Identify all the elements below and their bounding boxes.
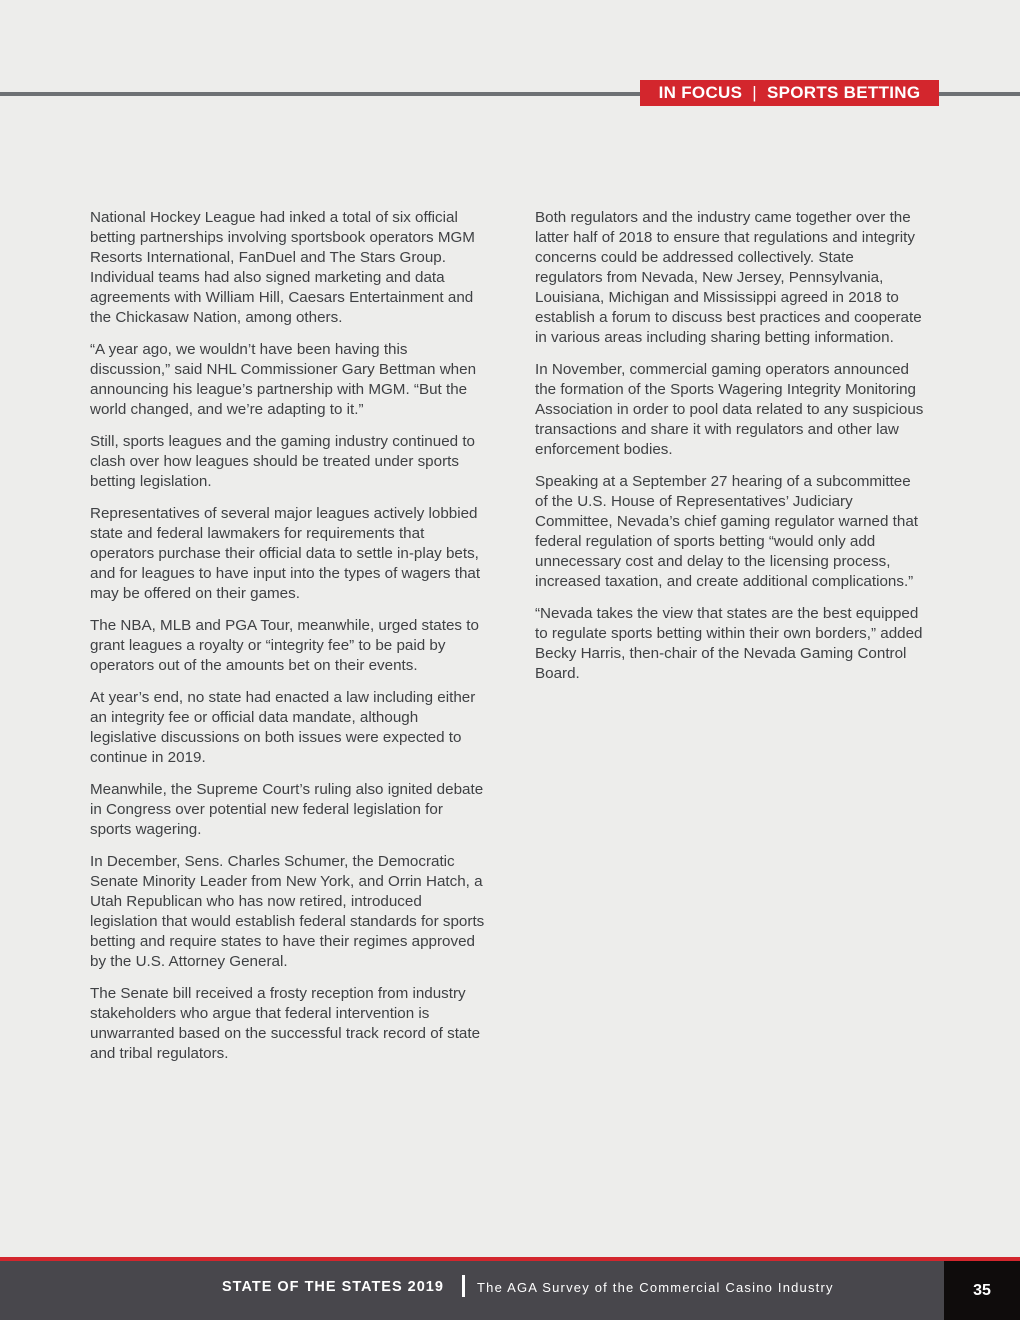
body-paragraph: In December, Sens. Charles Schumer, the Democratic Senate Minority Leader from New York, and Orrin Hatch, a Utah Republican who has now retired, introduced legislation that would establish federal standards for sports betting and require states to have their regimes approved by the U.S. Attorney General. (90, 853, 485, 970)
body-paragraph: “A year ago, we wouldn’t have been having this discussion,” said NHL Commissioner Gary Bettman when announcing his league’s partnership with MGM. “But the world changed, and we’re adapting to it.” (90, 341, 477, 418)
section-topic: SPORTS BETTING (766, 83, 921, 102)
body-paragraph: Both regulators and the industry came together over the latter half of 2018 to ensure that regulations and integrity concerns could be addressed collectively. State regulators from Nevada, New Jersey, Pennsylvania, Louisiana, Michigan and Mississippi agreed in 2018 to establish a forum to discuss best practices and cooperate in various areas including sharing betting information. (535, 209, 922, 346)
right-column (535, 208, 925, 696)
body-paragraph: The NBA, MLB and PGA Tour, meanwhile, urged states to grant leagues a royalty or “integrity fee” to be paid by operators out of the amounts bet on their events. (90, 617, 479, 674)
section-label: IN FOCUS (658, 83, 743, 102)
footer-title: STATE OF THE STATES 2019 (222, 1279, 444, 1295)
left-column (90, 208, 486, 1076)
page-footer (0, 1261, 1020, 1320)
section-separator: | (752, 83, 757, 102)
body-paragraph: “Nevada takes the view that states are the best equipped to regulate sports betting within their own borders,” added Becky Harris, then-chair of the Nevada Gaming Control Board. (535, 605, 923, 682)
body-paragraph: Speaking at a September 27 hearing of a subcommittee of the U.S. House of Representatives’ Judiciary Committee, Nevada’s chief gaming regulator warned that federal regulation of sports betting “would only add unnecessary cost and delay to the licensing process, increased taxation, and create additional complications.” (535, 473, 918, 590)
footer-divider (462, 1275, 465, 1297)
body-paragraph: At year’s end, no state had enacted a law including either an integrity fee or official data mandate, although legislative discussions on both issues were expected to continue in 2019. (90, 689, 476, 766)
body-paragraph: Representatives of several major leagues actively lobbied state and federal lawmakers for requirements that operators purchase their official data to settle in-play bets, and for leagues to have input into the types of wagers that may be offered on their games. (90, 505, 481, 602)
body-paragraph: In November, commercial gaming operators announced the formation of the Sports Wagering Integrity Monitoring Association in order to pool data related to any suspicious transactions and share it with regulators and other law enforcement bodies. (535, 361, 924, 458)
footer-subtitle: The AGA Survey of the Commercial Casino Industry (477, 1280, 834, 1295)
section-tag (640, 80, 939, 106)
body-paragraph: Still, sports leagues and the gaming industry continued to clash over how leagues should be treated under sports betting legislation. (90, 433, 475, 490)
page-number: 35 (944, 1261, 1020, 1320)
body-paragraph: The Senate bill received a frosty reception from industry stakeholders who argue that federal intervention is unwarranted based on the successful track record of state and tribal regulators. (90, 985, 481, 1062)
body-paragraph: Meanwhile, the Supreme Court’s ruling also ignited debate in Congress over potential new federal legislation for sports wagering. (90, 781, 484, 838)
body-paragraph: National Hockey League had inked a total of six official betting partnerships involving sportsbook operators MGM Resorts International, FanDuel and The Stars Group. Individual teams had also signed marketing and data agreements with William Hill, Caesars Entertainment and the Chickasaw Nation, among others. (90, 209, 475, 326)
